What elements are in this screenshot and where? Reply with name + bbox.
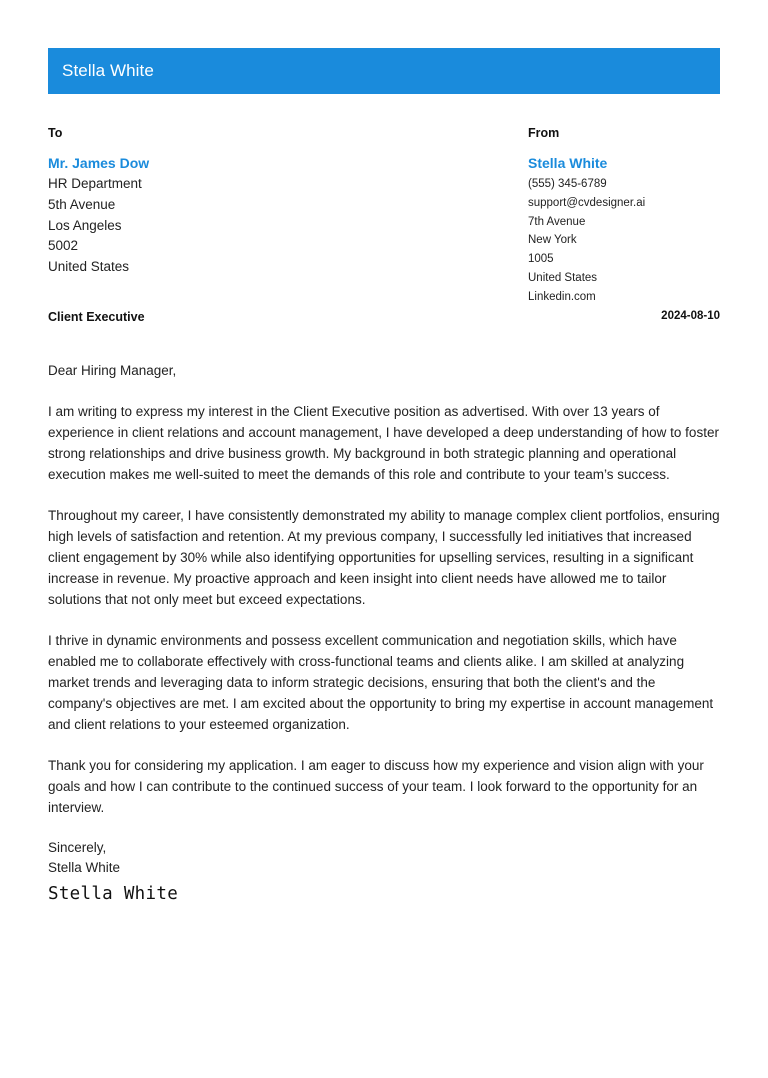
signature: Stella White	[48, 884, 179, 904]
header-name: Stella White	[62, 61, 154, 80]
cover-letter-page	[48, 48, 720, 904]
recipient-line: United States	[48, 259, 130, 275]
paragraph: I thrive in dynamic environments and possess excellent communication and negotiation skills, which have enabled me to collaborate effectively with cross-functional teams and clients alike. I am skilled at analyzing market trends and leveraging data to inform strategic decisions, ensuring that both the client's and the company's objectives are met. I am excited about the opportunity to bring my expertise in account management and client relations to your esteemed organization.	[48, 633, 714, 732]
paragraph: Thank you for considering my application. I am eager to discuss how my experience and vision align with your goals and how I can contribute to the continued success of your team. I look forward to the opportunity for an interview.	[48, 758, 704, 815]
from-label: From	[528, 126, 560, 140]
address-block	[48, 125, 720, 305]
sender-email: support@cvdesigner.ai	[528, 196, 646, 209]
sender-linkedin: Linkedin.com	[528, 290, 596, 303]
salutation: Dear Hiring Manager,	[48, 363, 177, 378]
sender-line: New York	[528, 234, 577, 247]
sender-contact	[528, 175, 720, 307]
valediction: Sincerely,	[48, 840, 107, 855]
sender-line: 7th Avenue	[528, 215, 586, 228]
header-bar	[48, 48, 720, 94]
closing-block	[48, 838, 720, 878]
recipient-address	[48, 174, 348, 278]
recipient-name: Mr. James Dow	[48, 155, 150, 171]
sender-name: Stella White	[528, 155, 608, 171]
recipient-line: 5th Avenue	[48, 196, 116, 212]
paragraph: Throughout my career, I have consistently demonstrated my ability to manage complex client portfolios, ensuring high levels of satisfaction and retention. At my previous company, I successfully led initiatives that increased client engagement by 30% while also identifying opportunities for upselling services, resulting in a significant increase in revenue. My proactive approach and keen insight into client needs have allowed me to tailor solutions that not only meet but exceed expectations.	[48, 508, 720, 607]
sender-line: 1005	[528, 253, 554, 266]
subject-title: Client Executive	[48, 310, 145, 324]
sender-line: United States	[528, 271, 598, 284]
subject-row	[48, 310, 720, 328]
sender-block	[528, 125, 720, 307]
to-label: To	[48, 126, 63, 140]
recipient-line: Los Angeles	[48, 217, 122, 233]
recipient-line: HR Department	[48, 176, 142, 191]
sender-phone: (555) 345-6789	[528, 178, 607, 190]
paragraph: I am writing to express my interest in the Client Executive position as advertised. With over 13 years of experience in client relations and account management, I have developed a deep understanding of how to foster strong relationships and drive business growth. My background in both strategic planning and operational execution makes me well-suited to meet the demands of this role and contribute to your team’s success.	[48, 404, 719, 482]
letter-body	[48, 360, 720, 818]
recipient-line: 5002	[48, 238, 79, 254]
closing-name: Stella White	[48, 860, 121, 875]
recipient-block	[48, 125, 348, 278]
letter-date: 2024-08-10	[661, 310, 720, 322]
